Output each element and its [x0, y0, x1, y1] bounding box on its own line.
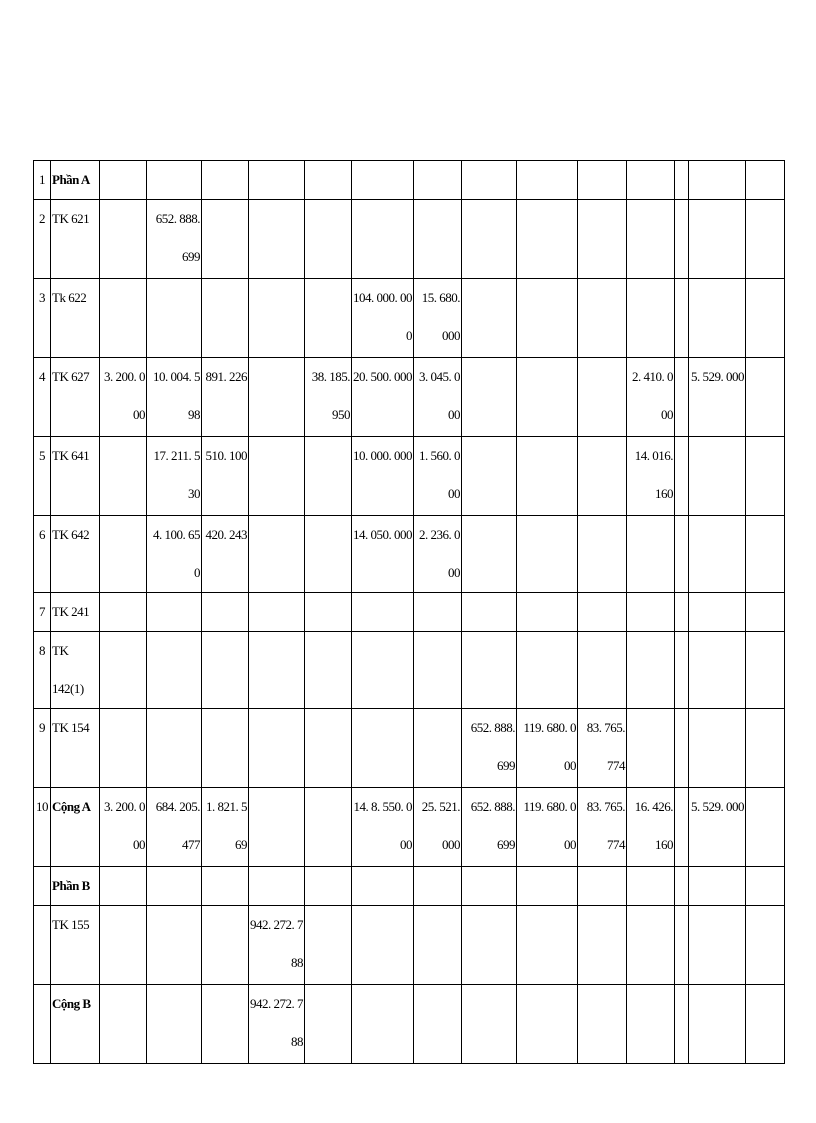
table-cell [578, 906, 627, 985]
table-cell [578, 358, 627, 437]
table-cell [202, 593, 249, 632]
row-number [34, 867, 51, 906]
table-cell [249, 593, 305, 632]
table-cell [305, 906, 352, 985]
table-cell [517, 358, 578, 437]
table-row [34, 200, 785, 279]
table-cell [305, 161, 352, 200]
table-cell [202, 709, 249, 788]
account-label: TK 621 [51, 200, 100, 279]
table-cell [746, 867, 785, 906]
table-cell [462, 516, 517, 593]
table-cell [578, 161, 627, 200]
table-cell [627, 709, 675, 788]
table-cell [414, 985, 462, 1064]
table-cell: 10. 000. 000 [352, 437, 414, 516]
table-cell [100, 437, 147, 516]
table-cell [517, 906, 578, 985]
table-cell: 25. 521. 000 [414, 788, 462, 867]
row-number: 2 [34, 200, 51, 279]
account-label: TK 642 [51, 516, 100, 593]
table-cell: 5. 529. 000 [689, 788, 746, 867]
table-cell [352, 632, 414, 709]
table-cell [517, 632, 578, 709]
table-cell [675, 867, 689, 906]
table-cell: 15. 680. 000 [414, 279, 462, 358]
table-cell: 891. 226 [202, 358, 249, 437]
table-cell [675, 358, 689, 437]
table-cell [627, 906, 675, 985]
table-cell [249, 279, 305, 358]
table-cell [578, 593, 627, 632]
table-row [34, 279, 785, 358]
table-cell: 420. 243 [202, 516, 249, 593]
table-cell [462, 279, 517, 358]
row-number: 8 [34, 632, 51, 709]
account-label: Phần B [51, 867, 100, 906]
table-cell [578, 200, 627, 279]
table-cell [249, 867, 305, 906]
account-label: TK 142(1) [51, 632, 100, 709]
account-label: Cộng B [51, 985, 100, 1064]
account-label: Tk 622 [51, 279, 100, 358]
table-cell [249, 200, 305, 279]
table-cell [675, 593, 689, 632]
table-cell [147, 593, 202, 632]
table-cell [249, 161, 305, 200]
table-cell: 20. 500. 000 [352, 358, 414, 437]
table-cell [305, 867, 352, 906]
table-cell [689, 161, 746, 200]
table-cell [147, 632, 202, 709]
table-cell: 119. 680. 000 [517, 709, 578, 788]
row-number: 9 [34, 709, 51, 788]
table-cell: 4. 100. 650 [147, 516, 202, 593]
table-cell [462, 593, 517, 632]
table-cell [462, 200, 517, 279]
table-cell [462, 161, 517, 200]
table-cell: 83. 765. 774 [578, 709, 627, 788]
row-number [34, 906, 51, 985]
table-cell [746, 358, 785, 437]
row-number: 7 [34, 593, 51, 632]
table-cell [100, 709, 147, 788]
table-cell [305, 437, 352, 516]
table-cell [352, 200, 414, 279]
ledger-table [33, 160, 785, 1064]
table-cell: 2. 236. 000 [414, 516, 462, 593]
table-cell: 684. 205. 477 [147, 788, 202, 867]
table-cell [249, 358, 305, 437]
account-label: TK 641 [51, 437, 100, 516]
account-label: Phần A [51, 161, 100, 200]
table-cell [675, 709, 689, 788]
table-cell [578, 985, 627, 1064]
table-cell [462, 906, 517, 985]
account-label: TK 154 [51, 709, 100, 788]
table-cell [147, 279, 202, 358]
table-cell [746, 516, 785, 593]
table-cell [305, 200, 352, 279]
table-cell [689, 279, 746, 358]
table-cell [202, 200, 249, 279]
table-cell [202, 161, 249, 200]
table-cell [746, 985, 785, 1064]
row-number: 10 [34, 788, 51, 867]
table-cell [202, 279, 249, 358]
table-cell [100, 593, 147, 632]
table-cell [517, 867, 578, 906]
table-cell [462, 358, 517, 437]
table-cell [305, 593, 352, 632]
table-cell: 3. 200. 000 [100, 788, 147, 867]
table-cell: 3. 045. 000 [414, 358, 462, 437]
table-cell [352, 985, 414, 1064]
table-cell [147, 867, 202, 906]
table-cell [689, 709, 746, 788]
table-cell [352, 906, 414, 985]
table-cell [675, 985, 689, 1064]
table-row [34, 437, 785, 516]
table-cell [689, 200, 746, 279]
table-cell [746, 279, 785, 358]
table-cell: 5. 529. 000 [689, 358, 746, 437]
table-cell [746, 788, 785, 867]
table-cell [689, 985, 746, 1064]
table-cell [746, 709, 785, 788]
table-row [34, 985, 785, 1064]
table-cell: 14. 016. 160 [627, 437, 675, 516]
table-cell: 38. 185. 950 [305, 358, 352, 437]
table-cell [414, 200, 462, 279]
table-cell [746, 437, 785, 516]
table-cell [517, 200, 578, 279]
table-cell [100, 867, 147, 906]
table-cell: 17. 211. 530 [147, 437, 202, 516]
table-cell [517, 161, 578, 200]
ledger-body [34, 161, 785, 1064]
table-cell [517, 985, 578, 1064]
table-cell: 16. 426. 160 [627, 788, 675, 867]
table-cell [249, 788, 305, 867]
table-cell [675, 279, 689, 358]
row-number: 6 [34, 516, 51, 593]
table-cell: 2. 410. 000 [627, 358, 675, 437]
table-cell [746, 161, 785, 200]
table-row [34, 906, 785, 985]
row-number: 5 [34, 437, 51, 516]
table-cell [352, 867, 414, 906]
account-label: TK 155 [51, 906, 100, 985]
table-row [34, 709, 785, 788]
table-cell: 942. 272. 788 [249, 985, 305, 1064]
table-cell [100, 632, 147, 709]
table-cell [746, 200, 785, 279]
table-cell [627, 593, 675, 632]
table-cell [675, 632, 689, 709]
table-cell [462, 985, 517, 1064]
table-cell [305, 788, 352, 867]
table-cell: 652. 888. 699 [147, 200, 202, 279]
table-cell: 942. 272. 788 [249, 906, 305, 985]
table-cell [578, 867, 627, 906]
table-cell [627, 161, 675, 200]
table-row [34, 516, 785, 593]
table-cell: 652. 888. 699 [462, 788, 517, 867]
table-cell [100, 516, 147, 593]
table-row [34, 593, 785, 632]
table-cell [414, 906, 462, 985]
table-cell [627, 985, 675, 1064]
table-cell [100, 985, 147, 1064]
account-label: TK 241 [51, 593, 100, 632]
table-cell [689, 593, 746, 632]
table-cell [414, 161, 462, 200]
row-number: 1 [34, 161, 51, 200]
table-cell [746, 593, 785, 632]
table-cell: 652. 888. 699 [462, 709, 517, 788]
table-cell [305, 279, 352, 358]
table-cell [202, 906, 249, 985]
table-cell [202, 632, 249, 709]
table-cell [202, 985, 249, 1064]
table-cell [675, 788, 689, 867]
table-cell [352, 161, 414, 200]
table-cell: 14. 050. 000 [352, 516, 414, 593]
table-cell [305, 516, 352, 593]
table-cell [675, 906, 689, 985]
table-cell [675, 161, 689, 200]
table-cell: 1. 821. 569 [202, 788, 249, 867]
table-cell: 83. 765. 774 [578, 788, 627, 867]
account-label: TK 627 [51, 358, 100, 437]
table-cell [414, 632, 462, 709]
row-number: 4 [34, 358, 51, 437]
table-cell [100, 906, 147, 985]
table-cell: 14. 8. 550. 000 [352, 788, 414, 867]
table-cell: 3. 200. 000 [100, 358, 147, 437]
table-cell [627, 516, 675, 593]
table-cell [689, 867, 746, 906]
table-cell [517, 279, 578, 358]
table-cell [578, 516, 627, 593]
table-cell [689, 437, 746, 516]
table-cell [249, 437, 305, 516]
table-cell [675, 200, 689, 279]
table-cell: 1. 560. 000 [414, 437, 462, 516]
table-cell [462, 437, 517, 516]
table-cell [100, 161, 147, 200]
table-cell [249, 709, 305, 788]
table-cell [689, 906, 746, 985]
table-cell [352, 593, 414, 632]
table-row [34, 632, 785, 709]
table-cell [100, 279, 147, 358]
table-cell [517, 516, 578, 593]
table-cell [689, 632, 746, 709]
table-cell [249, 632, 305, 709]
table-cell [202, 867, 249, 906]
table-cell [689, 516, 746, 593]
table-row [34, 867, 785, 906]
table-cell [627, 867, 675, 906]
table-row [34, 161, 785, 200]
table-cell: 104. 000. 000 [352, 279, 414, 358]
row-number [34, 985, 51, 1064]
table-cell [414, 867, 462, 906]
table-cell [462, 867, 517, 906]
table-cell [100, 200, 147, 279]
table-row [34, 788, 785, 867]
table-cell [578, 632, 627, 709]
table-cell [147, 709, 202, 788]
table-cell [305, 632, 352, 709]
table-cell [414, 709, 462, 788]
table-cell [578, 279, 627, 358]
table-cell [746, 632, 785, 709]
table-cell [627, 200, 675, 279]
table-row [34, 358, 785, 437]
table-cell: 119. 680. 000 [517, 788, 578, 867]
table-cell [305, 709, 352, 788]
table-cell: 10. 004. 598 [147, 358, 202, 437]
table-cell [675, 516, 689, 593]
table-cell [352, 709, 414, 788]
table-cell [462, 632, 517, 709]
table-cell [414, 593, 462, 632]
table-cell [147, 161, 202, 200]
table-cell [147, 906, 202, 985]
table-cell [675, 437, 689, 516]
table-cell [627, 632, 675, 709]
table-cell [517, 593, 578, 632]
table-cell [746, 906, 785, 985]
table-cell [249, 516, 305, 593]
table-cell [147, 985, 202, 1064]
account-label: Cộng A [51, 788, 100, 867]
row-number: 3 [34, 279, 51, 358]
table-cell [517, 437, 578, 516]
table-cell: 510. 100 [202, 437, 249, 516]
table-cell [627, 279, 675, 358]
table-cell [578, 437, 627, 516]
table-cell [305, 985, 352, 1064]
